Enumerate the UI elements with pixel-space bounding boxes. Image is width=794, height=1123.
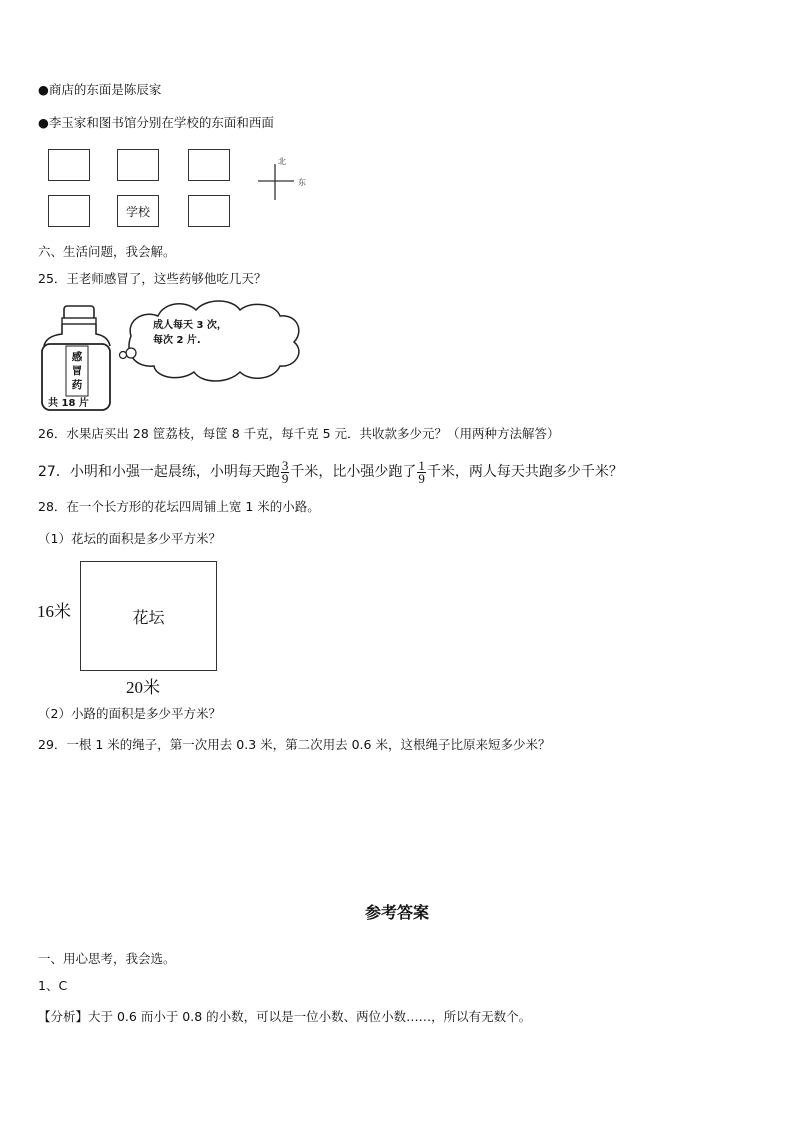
medicine-label-char: 冒 xyxy=(71,365,83,377)
map-box-school xyxy=(117,195,159,227)
answer-section-heading: 一、用心思考，我会选。 xyxy=(38,951,176,966)
compass-icon xyxy=(252,152,312,202)
fraction-denominator: 9 xyxy=(281,470,289,486)
question-25: 25．王老师感冒了，这些药够他吃几天？ xyxy=(38,271,267,286)
dosage-line-1: 成人每天 3 次， xyxy=(153,320,227,331)
q27-text-2: 千米，比小强少跑了 xyxy=(290,464,417,480)
fraction-3-9 xyxy=(281,457,290,486)
map-box xyxy=(48,149,90,181)
section-heading-6: 六、生活问题，我会解。 xyxy=(38,244,176,259)
garden-rectangle xyxy=(80,561,217,671)
map-box xyxy=(117,149,159,181)
answer-section-title: 参考答案 xyxy=(364,903,429,922)
answer-analysis: 【分析】大于 0.6 而小于 0.8 的小数，可以是一位小数、两位小数……，所以有无数个。 xyxy=(38,1009,532,1024)
fraction-1-9 xyxy=(417,457,426,486)
garden-label: 花坛 xyxy=(132,607,165,627)
question-28-part-2: （2）小路的面积是多少平方米？ xyxy=(38,706,221,721)
dosage-line-2: 每次 2 片. xyxy=(153,335,201,346)
bullet-text-2: ●李玉家和图书馆分别在学校的东面和西面 xyxy=(38,115,274,130)
medicine-total: 共 18 片 xyxy=(48,398,89,409)
school-label: 学校 xyxy=(125,204,150,219)
fraction-denominator: 9 xyxy=(418,470,425,486)
dosage-bubble-text xyxy=(153,318,227,348)
question-26: 26．水果店买出 28 筐荔枝，每筐 8 千克，每千克 5 元．共收款多少元？（用两种方法解答） xyxy=(38,426,560,441)
east-label: 东 xyxy=(298,178,306,187)
medicine-label xyxy=(68,350,86,392)
fraction-numerator: 3 xyxy=(281,457,289,473)
map-box xyxy=(48,195,90,227)
question-29: 29．一根 1 米的绳子，第一次用去 0.3 米，第二次用去 0.6 米，这根绳子比原来短多少米？ xyxy=(38,737,551,752)
north-label: 北 xyxy=(278,157,286,166)
garden-height-label: 16米 xyxy=(37,602,71,621)
medicine-label-char: 感 xyxy=(71,351,83,363)
fraction-numerator: 1 xyxy=(418,457,425,473)
q27-text-3: 千米，两人每天共跑多少千米？ xyxy=(426,464,623,480)
question-28-part-1: （1）花坛的面积是多少平方米？ xyxy=(38,531,221,546)
map-box xyxy=(188,195,230,227)
bullet-text-1: ●商店的东面是陈辰家 xyxy=(38,82,162,97)
question-28: 28．在一个长方形的花坛四周铺上宽 1 米的小路。 xyxy=(38,499,320,514)
answer-1: 1、C xyxy=(38,978,68,993)
garden-width-label: 20米 xyxy=(126,678,160,697)
question-27 xyxy=(38,457,623,487)
q27-text-1: 27．小明和小强一起晨练，小明每天跑 xyxy=(38,464,280,480)
medicine-label-char: 药 xyxy=(71,379,83,391)
map-box xyxy=(188,149,230,181)
